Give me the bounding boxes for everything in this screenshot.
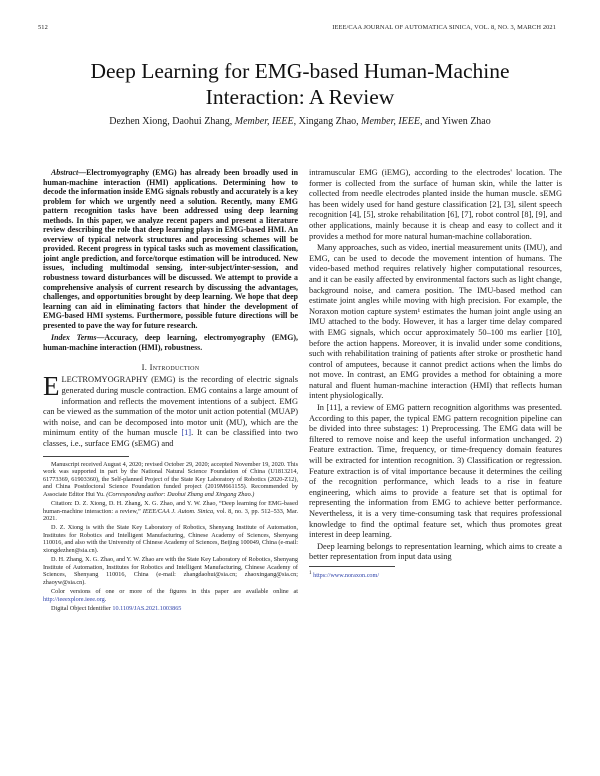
right-paragraph-4: Deep learning belongs to representation learning, which aims to create a better representation from input data using: [309, 541, 562, 562]
noraxon-link[interactable]: https://www.noraxon.com/: [313, 572, 380, 580]
intro-text-2: . It can be classified into two classes, i.e., surface EMG (sEMG) and: [43, 428, 298, 448]
color-suffix: .: [104, 595, 107, 603]
running-header: IEEE/CAA JOURNAL OF AUTOMATICA SINICA, VOL. 8, NO. 3, MARCH 2021: [332, 24, 556, 31]
author-line: [40, 116, 560, 127]
left-column: [43, 168, 298, 614]
color-prefix: Color versions of one or more of the figures in this paper are available online at: [51, 588, 298, 596]
doi-link[interactable]: 10.1109/JAS.2021.1003865: [112, 604, 182, 612]
index-terms: [43, 333, 298, 352]
citation-journal: IEEE/CAA J. Autom. Sinica: [142, 507, 214, 515]
ieeexplore-link[interactable]: http://ieeexplore.ieee.org: [43, 595, 105, 603]
authors-part-1: Dezhen Xiong, Daohui Zhang,: [109, 116, 235, 127]
footnote-received-text: Manuscript received August 4, 2020; revised October 29, 2020; accepted November 19, 2020. This work was supported in part by the National Natural Science Foundation of China (U1813214, 61773369, 61903360), the Self-planned Project of the State Key Laboratory of Robotics (2020-Z12), and China Postdoctoral Science Foundation funded project (2019M661155). Recommended by Associate Editor Hui Yu.: [43, 460, 298, 498]
right-footnote: [309, 569, 562, 580]
footnote-citation: [43, 500, 298, 523]
footnote-xiong: D. Z. Xiong is with the State Key Laboratory of Robotics, Shenyang Institute of Automation, Institutes for Robotics and Intelligent Manufacturing, Chinese Academy of Sciences, Shenyang 110016, and also with the University of Chinese Academy of Sciences, Beijing 100049, China (e-mail: xiongdezhen@sia.cn).: [43, 524, 298, 555]
abstract-label: Abstract: [51, 168, 79, 177]
right-paragraph-3: In [11], a review of EMG pattern recognition algorithms was presented. According to this paper, the typical EMG pattern recognition pipeline can be divided into three substages: 1) Preprocessing. The EMG data will be filtered to remove noise and keep the useful information unchanged. 2) Feature extraction. Time, frequency, or time-frequency domain features will be extracted for intention recognition. 3) Classification or regression. Feature extraction is of vital importance because it determines the ceiling of the recognition performance, which leads to a rise in feature engineering, which aims to provide a feature set that is optimal for representing the information from EMG to achieve better performance. Nevertheless, it is a very time-consuming task that requires professional knowledge to find the optimal feature set, which thus promotes great interest in deep learning.: [309, 403, 562, 540]
footnote-received: [43, 461, 298, 499]
authors-part-2: , Xingang Zhao,: [293, 116, 362, 127]
intro-paragraph: [43, 371, 298, 449]
abstract: [43, 168, 298, 330]
abstract-text: —Electromyography (EMG) has already been broadly used in human-machine interaction (HMI) applications. Determining how to decode the information inside EMG signals robustly and accurately is a key problem for which we urgently need a solution. Recently, many EMG pattern recognition tasks have been addressed using deep learning methods. In this paper, we analyze recent papers and present a literature review describing the role that deep learning plays in EMG-based HMI. An overview of typical network structures and processing schemes will be provided. Recent progress in typical tasks such as movement classification, joint angle prediction, and force/torque estimation will be introduced. New issues, including multimodal sensing, inter-subject/inter-session, and robustness toward disturbances will be discussed. We attempt to provide a comprehensive analysis of current research by discussing the advantages, challenges, and opportunities brought by deep learning. We hope that deep learning can aid in eliminating factors that hinder the development of EMG-based HMI systems. Furthermore, possible future directions will be presented to pave the way for future research.: [43, 168, 298, 330]
paper-title: Deep Learning for EMG-based Human-Machine Interaction: A Review: [90, 59, 510, 109]
section-heading-introduction: I. Introduction: [141, 362, 200, 373]
right-column: [309, 168, 562, 580]
footnote-corresponding: (Corresponding author: Daohui Zhang and Xingang Zhao.): [106, 490, 255, 498]
doi-prefix: Digital Object Identifier: [51, 604, 113, 612]
right-paragraph-2: Many approaches, such as video, inertial measurement units (IMU), and EMG, can be used to decode the movement intention of humans. The video-based method requires relatively higher computational resources, and it can be easily affected by environmental factors such as light change, background noise, and camera position. The IMU-based method can estimate joint angles while moving with high precision. For example, the Noraxon motion capture system¹ estimates the human joint angle using an IMU attached to the body. However, it has a larger time delay compared with EMG signals, which occur approximately 50–100 ms earlier [10], before the action happens. Moreover, it is invalid under some conditions, such with rehabilitation training of patients after stroke or prosthetic hand control of amputees, because it cannot predict actions when the limbs do not move. In contrast, an EMG provides a method for obtaining a more natural and fluent human-machine interaction (HMI) that reflects human intent physiologically.: [309, 243, 562, 401]
footnote-color: [43, 588, 298, 603]
citation-link[interactable]: [1]: [181, 428, 192, 438]
right-paragraph-1: intramuscular EMG (iEMG), according to the electrodes' location. The former is collected from the surface of human skin, while the latter is collected from needle electrodes planted inside the human muscle. sEMG has been widely used for hand gesture classification [2], [3], silent speech recognition [4], [5], stroke rehabilitation [6], [7], robot control [8], [9], and other applications, mainly because it is cheap and easy to collect and it provides a method for more natural human-machine collaboration.: [309, 168, 562, 241]
citation-suffix: , vol. 8, no. 3, pp. 512–533, Mar. 2021.: [43, 507, 298, 523]
index-terms-text: —Accuracy, deep learning, electromyography (EMG), human-machine interaction (HMI), robustness.: [43, 333, 298, 352]
page-number: 512: [38, 24, 48, 31]
author-affiliation-1: Member, IEEE: [234, 116, 294, 127]
footnote-doi: [43, 605, 298, 613]
footnote-zhang: D. H. Zhang, X. G. Zhao, and Y. W. Zhao are with the State Key Laboratory of Robotics, Shenyang Institute of Automation, Institutes for Robotics and Intelligent Manufacturing, Chinese Academy of Sciences, Shenyang 110016, China (e-mail: zhangdaohui@sia.cn; zhaoxingang@sia.cn; zhaoyw@sia.cn).: [43, 556, 298, 586]
index-terms-label: Index Terms: [51, 333, 97, 343]
intro-lead: LECTROMYOGRAPHY: [61, 375, 148, 385]
footnote-mark: 1: [309, 569, 312, 576]
author-affiliation-2: Member, IEEE: [361, 116, 421, 127]
dropcap: E: [43, 371, 60, 402]
authors-part-3: , and Yiwen Zhao: [420, 116, 491, 127]
footnote-divider: [43, 456, 129, 457]
intro-text: (EMG) is the recording of electric signals generated during muscle contraction. EMG contains a large amount of information and reflects the movement intentions of a subject. EMG can be viewed as the summation of the motor unit action potential (MUAP) with noise, and can be decomposed into motor unit (MU), which are the minimum entity of the human muscle: [43, 375, 298, 438]
citation-prefix: Citation: D. Z. Xiong, D. H. Zhang, X. G. Zhao, and Y. W. Zhao, “Deep learning for EMG-based human-machine interaction: a review,”: [43, 500, 298, 515]
right-footnote-divider: [309, 566, 395, 567]
